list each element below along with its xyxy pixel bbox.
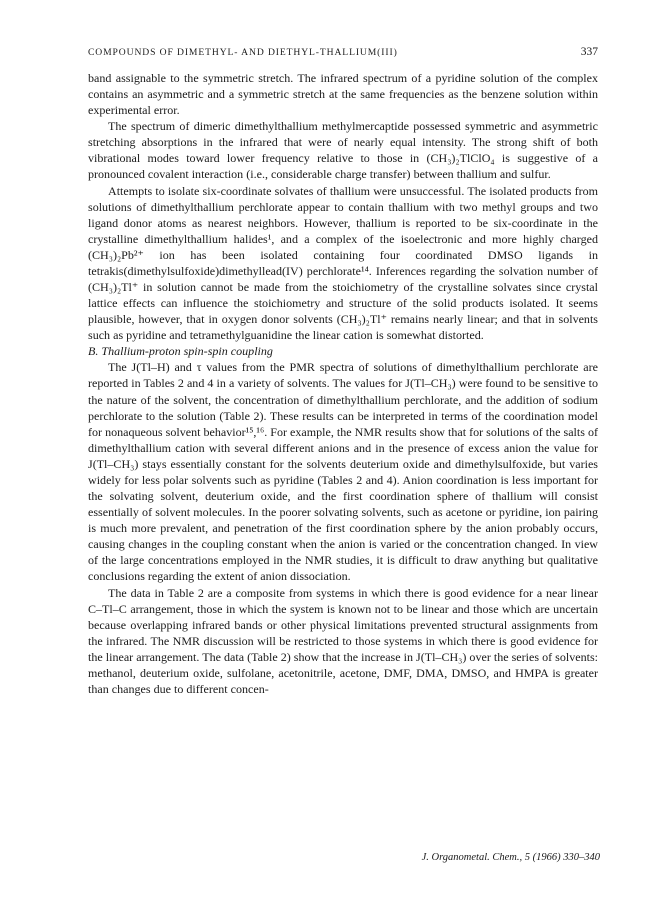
paragraph: band assignable to the symmetric stretch. The infrared spectrum of a pyridine solution of the complex contains an asymmetric and a symmetric stretch at the same frequencies as the benzene solution within experimental error. — [88, 71, 598, 118]
body-text — [88, 70, 598, 697]
paragraph: The J(Tl–H) and τ values from the PMR spectra of solutions of dimethylthallium perchlorate are reported in Tables 2 and 4 in a variety of solvents. The values for J(Tl–CH₃) were found to be sensitive to the nature of the solvent, the concentration of dimethylthallium perchlorate, and the addition of sodium perchlorate to the solution (Table 2). These results can be interpreted in terms of the coordination model for nonaqueous solvent behavior¹⁵,¹⁶. For example, the NMR results show that for solutions of the salts of dimethylthallium cation with several different anions and in the presence of excess anion the value for J(Tl–CH₃) stays essentially constant for the solvents deuterium oxide and dimethylsulfoxide, but varies widely for less polar solvents such as pyridine (Tables 2 and 4). Anion coordination is less important for the solvating solvent, deuterium oxide, and the first coordination sphere of thallium will consist essentially of solvent molecules. In the poorer solvating solvents, such as acetone or pyridine, ion pairing is much more prevalent, and penetration of the first coordination sphere by the anion probably occurs, causing changes in the coupling constant when the anion is varied or the concentration changed. In view of the large concentrations employed in the NMR studies, it is difficult to draw anything but qualitative conclusions regarding the extent of anion dissociation. — [88, 360, 598, 584]
paragraph: Attempts to isolate six-coordinate solvates of thallium were unsuccessful. The isolated products from solutions of dimethylthallium perchlorate appear to contain thallium with two methyl groups and two ligand donor atoms as nearest neighbors. However, thallium is reported to be six-coordinate in the crystalline dimethylthallium halides¹, and a complex of the isoelectronic and more highly charged (CH₃)₂Pb²⁺ ion has been isolated containing four coordinated DMSO ligands in tetrakis(dimethylsulfoxide)dimethyllead(IV) perchlorate¹⁴. Inferences regarding the solvation number of (CH₃)₂Tl⁺ in solution cannot be made from the stoichiometry of the crystalline solvates since crystal lattice effects can influence the stoichiometry and structure of the solid products isolated. It seems plausible, however, that in oxygen donor solvents (CH₃)₂Tl⁺ remains nearly linear; and that in solvents such as pyridine and tetramethylguanidine the linear cation is somewhat distorted. — [88, 183, 598, 343]
paragraph: The data in Table 2 are a composite from systems in which there is good evidence for a near linear C–Tl–C arrangement, those in which the system is known not to be linear and those which are uncertain because overlapping infrared bands or other physical limitations prevented structural assignments from the infrared. The NMR discussion will be restricted to those systems in which there is good evidence for the linear arrangement. The data (Table 2) show that the increase in J(Tl–CH₃) over the series of solvents: methanol, deuterium oxide, sulfolane, acetonitrile, acetone, DMF, DMA, DMSO, and HMPA is greater than changes due to different concen- — [88, 585, 598, 696]
page-number: 337 — [580, 46, 598, 58]
running-title: COMPOUNDS OF DIMETHYL- AND DIETHYL-THALLIUM(III) — [88, 47, 398, 58]
journal-citation: J. Organometal. Chem., 5 (1966) 330–340 — [421, 852, 600, 863]
paragraph: The spectrum of dimeric dimethylthallium methylmercaptide possessed symmetric and asymmetric stretching absorptions in the infrared that were of nearly equal intensity. The strong shift of both vibrational modes toward lower frequency relative to those in (CH₃)₂TlClO₄ is suggestive of a pronounced covalent interaction (i.e., considerable charge transfer) between thallium and sulfur. — [88, 119, 598, 182]
page-header — [88, 46, 598, 58]
section-heading: B. Thallium-proton spin-spin coupling — [88, 344, 273, 359]
